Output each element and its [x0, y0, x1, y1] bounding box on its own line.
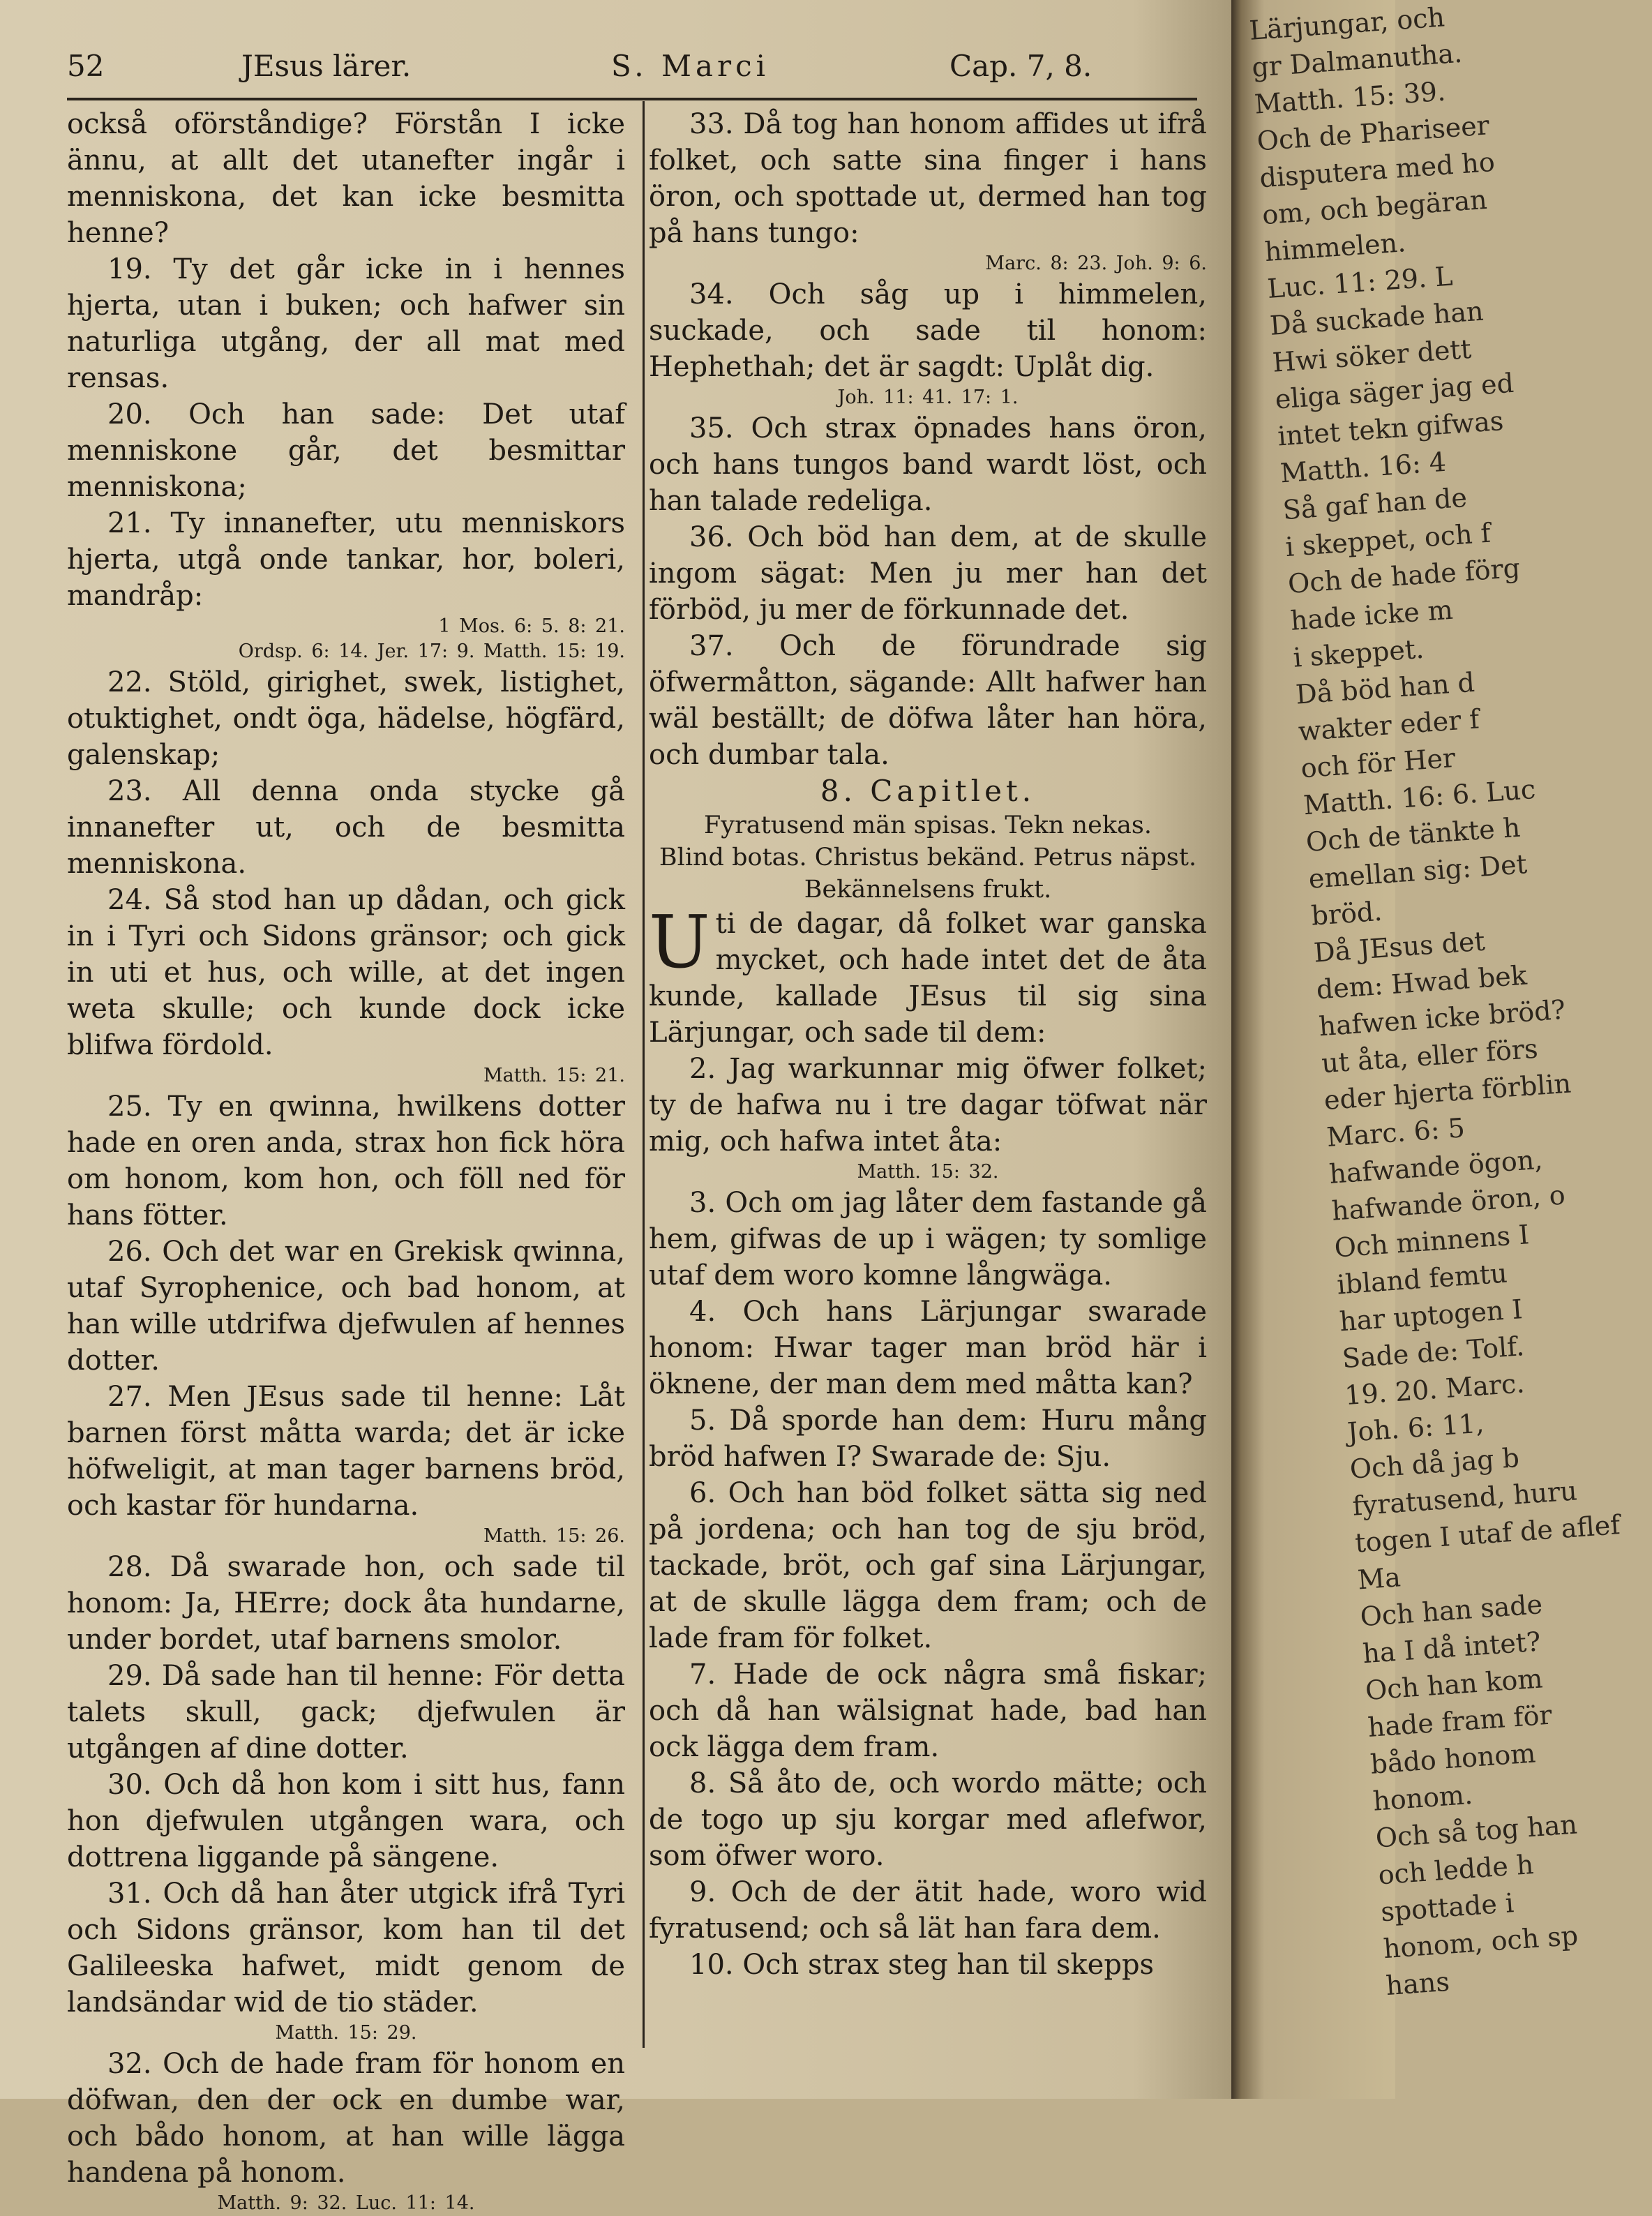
facing-page-line: ut åta, eller förs — [1320, 1033, 1539, 1079]
chapter-summary — [649, 809, 1207, 906]
facing-page-line: i skeppet. — [1292, 633, 1425, 673]
cross-reference: Matth. 9: 32. Luc. 11: 14. — [217, 2192, 475, 2214]
right-column — [649, 106, 1207, 1983]
chapter-range: Cap. 7, 8. — [949, 49, 1092, 83]
facing-page-line: spottade i — [1379, 1887, 1515, 1928]
facing-page-line: ha I då intet? — [1361, 1626, 1542, 1670]
verse-20: 20. Och han sade: Det utaf menniskone går, det besmittar menniskona; — [67, 398, 625, 503]
facing-page-line: togen I utaf de aflef — [1353, 1509, 1621, 1559]
verse-5: 5. Då sporde han dem: Huru mång bröd hafwen I? Swarade de: Sju. — [649, 1405, 1207, 1473]
facing-page-line: bröd. — [1310, 895, 1383, 931]
verse-26: 26. Och det war en Grekisk qwinna, utaf Syrophenice, och bad honom, at han wille utdrifwa djefwulen af hennes dotter. — [67, 1236, 625, 1377]
verse-2: 2. Jag warkunnar mig öfwer folket; ty de hafwa nu i tre dagar töfwat när mig, och hafwa intet åta: — [649, 1053, 1207, 1158]
facing-page-line: 19. 20. Marc. — [1344, 1368, 1526, 1412]
verse-1 — [649, 899, 1207, 1051]
facing-page-line: honom. — [1372, 1779, 1474, 1817]
facing-page-line: Joh. 6: 11, — [1346, 1407, 1485, 1448]
facing-page-line: Lärjungar, och — [1248, 1, 1446, 46]
facing-page-line: Matth. 16: 6. Luc — [1302, 774, 1537, 821]
facing-page-line: i skeppet, och f — [1284, 517, 1492, 563]
facing-page-line: Och de tänkte h — [1305, 811, 1522, 858]
book-title: S. Marci — [611, 49, 770, 83]
verse-29: 29. Då sade han til henne: För detta talets skull, gack; djefwulen är utgången af dine dotter. — [67, 1660, 625, 1765]
facing-page-line: wakter eder f — [1297, 703, 1480, 747]
facing-page-line: dem: Hwad bek — [1315, 959, 1529, 1005]
facing-page-line: himmelen. — [1263, 227, 1407, 268]
verse-10: 10. Och strax steg han til skepps — [689, 1949, 1155, 1981]
verse-25: 25. Ty en qwinna, hwilkens dotter hade en oren anda, strax hon fick höra om honom, kom hon, och föll ned för hans fötter. — [67, 1091, 625, 1231]
verse-23: 23. All denna onda stycke gå innanefter ut, och de besmitta menniskona. — [67, 775, 625, 880]
verse-24: 24. Så stod han up dådan, och gick in i Tyri och Sidons gränsor; och gick in uti et hus, och wille, at det ingen weta skulle; och kunde dock icke blifwa fördold. — [67, 884, 625, 1061]
verse-31: 31. Och då han åter utgick ifrå Tyri och Sidons gränsor, kom han til det Galileeska hafwet, midt genom de landsändar wid de tio städer. — [67, 1878, 625, 2019]
page-header — [67, 49, 1203, 91]
verse-7: 7. Hade de ock några små fiskar; och då han wälsignat hade, bad han ock lägga dem fram. — [649, 1659, 1207, 1763]
cross-reference: Matth. 15: 32. — [857, 1161, 999, 1183]
verse-27: 27. Men JEsus sade til henne: Låt barnen först måtta warda; det är icke höfweligit, at man tager barnens bröd, och kastar för hundarna. — [67, 1381, 625, 1522]
facing-page-line: intet tekn gifwas — [1276, 405, 1505, 452]
cross-reference: Matth. 15: 29. — [275, 2022, 417, 2044]
summary-line: Blind botas. Christus bekänd. Petrus näpst. Bekännelsens frukt. — [659, 844, 1197, 904]
summary-line: Fyratusend män spisas. Tekn nekas. — [704, 811, 1152, 839]
facing-page-line: om, och begäran — [1261, 184, 1488, 231]
verse-28: 28. Då swarade hon, och sade til honom: Ja, HErre; dock åta hundarne, under bordet, utaf barnens smolor. — [67, 1551, 625, 1656]
facing-page-line: Hwi söker dett — [1271, 333, 1473, 378]
facing-page-line: Och de hade förg — [1286, 552, 1522, 599]
facing-page-line: honom, och sp — [1382, 1919, 1579, 1965]
facing-page-line: Och så tog han — [1374, 1809, 1579, 1854]
facing-page-line: hafwen icke bröd? — [1318, 994, 1567, 1042]
cross-reference: Joh. 11: 41. 17: 1. — [837, 387, 1019, 408]
facing-page-line: hade icke m — [1289, 594, 1455, 636]
facing-page-line: och ledde h — [1377, 1848, 1535, 1891]
facing-page-line: Matth. 16: 4 — [1279, 446, 1448, 489]
facing-page-line: emellan sig: Det — [1307, 848, 1529, 894]
verse-19: 19. Ty det går icke in i hennes hjerta, utan i buken; och hafwer sin naturliga utgång, der all mat med rensas. — [67, 253, 625, 394]
facing-page-line: Och han sade — [1359, 1589, 1544, 1633]
verse-34: 34. Och såg up i himmelen, suckade, och sade til honom: Hephethah; det är sagdt: Uplåt dig. — [649, 278, 1207, 383]
facing-page-edge — [1231, 0, 1621, 2099]
cross-reference: 1 Mos. 6: 5. 8: 21. — [438, 615, 625, 637]
verse-6: 6. Och han böd folket sätta sig ned på jordena; och han tog de sju bröd, tackade, bröt, och gaf sina Lärjungar, at de skulle lägga dem fram; och de lade fram för folket. — [649, 1477, 1207, 1654]
facing-page-line: fyratusend, huru — [1351, 1475, 1579, 1522]
facing-page-line: Och minnens I — [1333, 1219, 1531, 1264]
facing-page-line: har uptogen I — [1338, 1294, 1524, 1338]
running-title: JEsus lärer. — [241, 49, 412, 83]
facing-page-line: eliga säger jag ed — [1274, 367, 1515, 415]
facing-page-line: Matth. 15: 39. — [1253, 75, 1447, 120]
facing-page-line: Ma — [1356, 1562, 1402, 1596]
facing-page-line: Och de Phariseer — [1256, 110, 1491, 157]
facing-page-line: Då böd han d — [1294, 666, 1476, 710]
verse-3: 3. Och om jag låter dem fastande gå hem, gifwas de up i wägen; ty somlige utaf dem woro komne långwäga. — [649, 1187, 1207, 1292]
column-divider — [643, 101, 645, 2048]
verse-continuation: också oförståndige? Förstån I icke ännu, at allt det utanefter ingår i menniskona, det kan icke besmitta henne? — [67, 108, 625, 249]
verse-33: 33. Då tog han honom affides ut ifrå folket, och satte sina finger i hans öron, och spottade ut, dermed han tog på hans tungo: — [649, 108, 1207, 249]
facing-page-line: eder hjerta förblin — [1323, 1068, 1572, 1116]
facing-page-line: bådo honom — [1369, 1737, 1537, 1780]
header-rule — [67, 98, 1197, 100]
verse-37: 37. Och de förundrade sig öfwermåtton, sägande: Allt hafwer han wäl beställt; de döfwa låter han höra, och dumbar tala. — [649, 630, 1207, 771]
verse-1-text: ti de dagar, då folket war ganska mycket, och hade intet det de åta kunde, kallade JEsus til sig sina Lärjungar, och sade til dem: — [649, 908, 1207, 1049]
facing-page-line: och för Her — [1300, 742, 1457, 784]
facing-page-line: gr Dalmanutha. — [1250, 37, 1464, 83]
drop-cap: U — [649, 899, 710, 985]
chapter-heading: 8. Capitlet. — [820, 774, 1036, 808]
facing-page-line: Då JEsus det — [1312, 925, 1486, 968]
facing-page-line: Luc. 11: 29. L — [1266, 260, 1454, 304]
facing-page-line: ibland femtu — [1335, 1257, 1508, 1301]
left-column — [67, 106, 625, 2216]
facing-page-line: disputera med ho — [1259, 146, 1496, 194]
facing-page-line: hans — [1385, 1966, 1451, 2002]
facing-page-text — [1248, 0, 1621, 2005]
cross-reference: Marc. 8: 23. Joh. 9: 6. — [985, 253, 1207, 274]
verse-36: 36. Och böd han dem, at de skulle ingom sägat: Men ju mer han det förböd, ju mer de förkunnade det. — [649, 521, 1207, 626]
verse-32: 32. Och de hade fram för honom en döfwan, den der ock en dumbe war, och bådo honom, at han wille lägga handena på honom. — [67, 2048, 625, 2189]
facing-page-line: Sade de: Tolf. — [1341, 1331, 1526, 1375]
verse-21: 21. Ty innanefter, utu menniskors hjerta, utgå onde tankar, hor, boleri, mandråp: — [67, 507, 625, 612]
facing-page-line: hafwande öron, o — [1330, 1179, 1567, 1227]
page-number: 52 — [67, 49, 105, 83]
verse-22: 22. Stöld, girighet, swek, listighet, otuktighet, ondt öga, hädelse, högfärd, galenskap; — [67, 666, 625, 771]
verse-35: 35. Och strax öpnades hans öron, och hans tungos band wardt löst, och han talade redeliga. — [649, 412, 1207, 517]
verse-30: 30. Och då hon kom i sitt hus, fann hon djefwulen utgången wara, och dottrena liggande på sängene. — [67, 1769, 625, 1873]
facing-page-line: hafwande ögon, — [1328, 1144, 1544, 1190]
verse-8: 8. Så åto de, och wordo mätte; och de togo up sju korgar med aflefwor, som öfwer woro. — [649, 1767, 1207, 1872]
verse-4: 4. Och hans Lärjungar swarade honom: Hwar tager man bröd här i öknene, der man dem med måtta kan? — [649, 1296, 1207, 1400]
facing-page-line: Marc. 6: 5 — [1326, 1112, 1466, 1153]
facing-page-line: Och han kom — [1364, 1663, 1544, 1707]
facing-page-line: hade fram för — [1367, 1699, 1553, 1743]
facing-page-line: Då suckade han — [1268, 295, 1485, 341]
facing-page-line: Så gaf han de — [1282, 481, 1469, 526]
verse-9: 9. Och de der ätit hade, woro wid fyratusend; och så lät han fara dem. — [649, 1876, 1207, 1945]
cross-reference: Matth. 15: 26. — [483, 1525, 625, 1547]
facing-page-line: Och då jag b — [1349, 1442, 1521, 1485]
cross-reference: Ordsp. 6: 14. Jer. 17: 9. Matth. 15: 19. — [238, 641, 625, 662]
cross-reference: Matth. 15: 21. — [483, 1065, 625, 1086]
